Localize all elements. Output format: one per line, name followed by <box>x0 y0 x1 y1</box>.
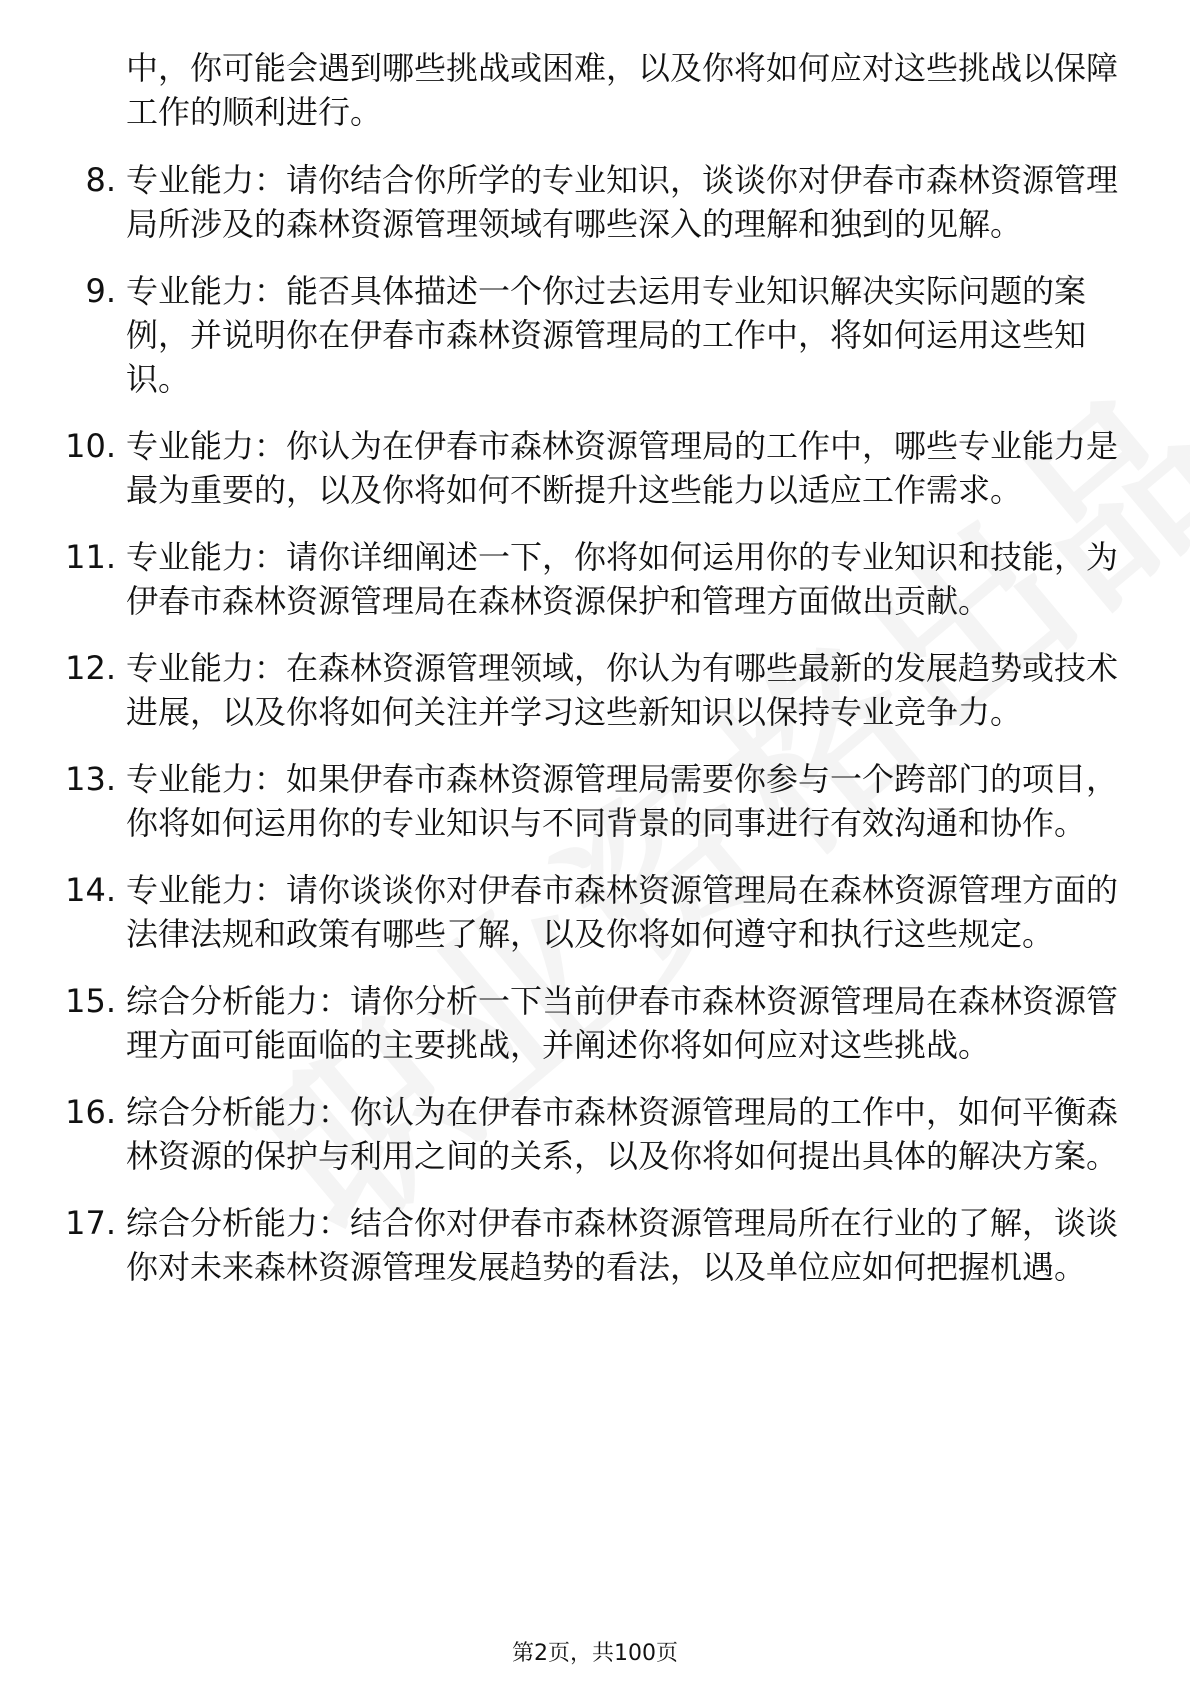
item-text: 综合分析能力：结合你对伊春市森林资源管理局所在行业的了解，谈谈你对未来森林资源管理发展趋势的看法，以及单位应如何把握机遇。 <box>126 1204 1119 1286</box>
item-number: 12. <box>65 649 116 687</box>
item-number: 14. <box>65 871 116 909</box>
item-text: 专业能力：能否具体描述一个你过去运用专业知识解决实际问题的案例，并说明你在伊春市森林资源管理局的工作中，将如何运用这些知识。 <box>126 272 1087 398</box>
item-number: 15. <box>65 982 116 1020</box>
page-footer: 第2页，共100页 <box>512 1641 678 1666</box>
list-item <box>62 1201 1122 1289</box>
list-item <box>62 535 1122 623</box>
list-item <box>62 757 1122 845</box>
item-number: 17. <box>65 1204 116 1242</box>
list-item <box>62 158 1122 246</box>
continuation-paragraph: 中，你可能会遇到哪些挑战或困难，以及你将如何应对这些挑战以保障工作的顺利进行。 <box>126 49 1119 131</box>
item-text: 专业能力：在森林资源管理领域，你认为有哪些最新的发展趋势或技术进展，以及你将如何关注并学习这些新知识以保持专业竞争力。 <box>126 649 1119 731</box>
item-number: 10. <box>65 427 116 465</box>
item-number: 8. <box>85 161 116 199</box>
list-item <box>62 868 1122 956</box>
item-text: 专业能力：请你谈谈你对伊春市森林资源管理局在森林资源管理方面的法律法规和政策有哪些了解，以及你将如何遵守和执行这些规定。 <box>126 871 1119 953</box>
question-list <box>62 158 1122 1289</box>
item-number: 13. <box>65 760 116 798</box>
list-item <box>62 646 1122 734</box>
list-item <box>62 424 1122 512</box>
item-text: 专业能力：请你详细阐述一下，你将如何运用你的专业知识和技能，为伊春市森林资源管理局在森林资源保护和管理方面做出贡献。 <box>126 538 1119 620</box>
item-text: 专业能力：如果伊春市森林资源管理局需要你参与一个跨部门的项目，你将如何运用你的专业知识与不同背景的同事进行有效沟通和协作。 <box>126 760 1119 842</box>
item-text: 专业能力：你认为在伊春市森林资源管理局的工作中，哪些专业能力是最为重要的，以及你将如何不断提升这些能力以适应工作需求。 <box>126 427 1119 509</box>
item-text: 综合分析能力：你认为在伊春市森林资源管理局的工作中，如何平衡森林资源的保护与利用之间的关系，以及你将如何提出具体的解决方案。 <box>126 1093 1119 1175</box>
item-number: 16. <box>65 1093 116 1131</box>
item-number: 9. <box>85 272 116 310</box>
list-item <box>62 269 1122 401</box>
list-item <box>62 1090 1122 1178</box>
document-body <box>62 46 1122 1312</box>
item-text: 专业能力：请你结合你所学的专业知识，谈谈你对伊春市森林资源管理局所涉及的森林资源管理领域有哪些深入的理解和独到的见解。 <box>126 161 1119 243</box>
list-item <box>62 979 1122 1067</box>
item-number: 11. <box>65 538 116 576</box>
item-text: 综合分析能力：请你分析一下当前伊春市森林资源管理局在森林资源管理方面可能面临的主要挑战，并阐述你将如何应对这些挑战。 <box>126 982 1119 1064</box>
